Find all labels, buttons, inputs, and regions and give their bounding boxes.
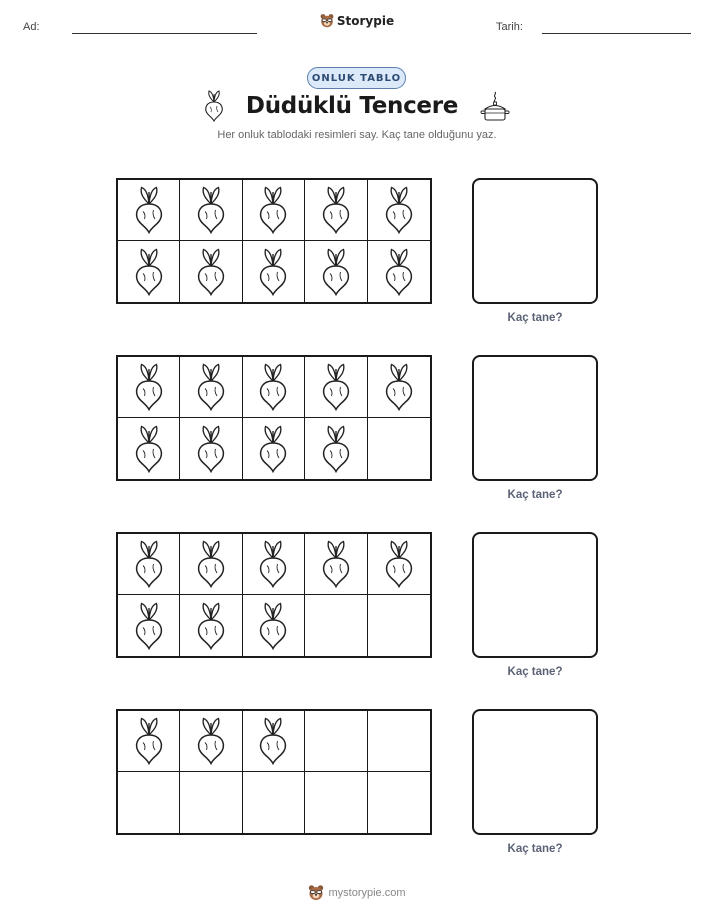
ten-frame-cell — [243, 772, 305, 833]
ten-frame-cell — [180, 241, 242, 302]
radish-icon — [321, 248, 351, 296]
radish-icon — [134, 363, 164, 411]
radish-icon — [258, 425, 288, 473]
date-line[interactable] — [542, 33, 691, 34]
ten-frame-cell — [118, 418, 180, 479]
ten-frame-cell — [305, 180, 367, 241]
radish-icon — [321, 425, 351, 473]
radish-icon — [196, 540, 226, 588]
radish-icon — [134, 717, 164, 765]
ten-frame-cell — [180, 595, 242, 656]
radish-icon — [204, 90, 224, 122]
radish-icon — [384, 363, 414, 411]
ten-frame-4 — [116, 709, 432, 835]
answer-label-4: Kaç tane? — [507, 843, 563, 855]
bear-icon — [308, 884, 324, 902]
ten-frame-cell — [305, 711, 367, 772]
ten-frame-cell — [305, 357, 367, 418]
ten-frame-cell — [243, 595, 305, 656]
answer-label-3: Kaç tane? — [507, 666, 563, 678]
ten-frame-cell — [368, 180, 430, 241]
radish-icon — [258, 717, 288, 765]
radish-icon — [321, 363, 351, 411]
ten-frame-cell — [368, 534, 430, 595]
ten-frame-cell — [243, 418, 305, 479]
title-row — [0, 90, 714, 122]
radish-icon — [196, 363, 226, 411]
ten-frame-cell — [243, 534, 305, 595]
ten-frame-cell — [118, 534, 180, 595]
answer-box-4[interactable] — [472, 709, 598, 835]
radish-icon — [258, 248, 288, 296]
radish-icon — [134, 186, 164, 234]
ten-frame-cell — [305, 595, 367, 656]
ten-frame-cell — [368, 595, 430, 656]
radish-icon — [196, 186, 226, 234]
ten-frame-3 — [116, 532, 432, 658]
ten-frame-cell — [368, 711, 430, 772]
radish-icon — [258, 186, 288, 234]
radish-icon — [196, 248, 226, 296]
page-title: Düdüklü Tencere — [245, 93, 459, 119]
ten-frame-cell — [118, 711, 180, 772]
ten-frame-cell — [243, 241, 305, 302]
answer-box-2[interactable] — [472, 355, 598, 481]
name-line[interactable] — [72, 33, 257, 34]
ten-frame-cell — [305, 241, 367, 302]
radish-icon — [196, 717, 226, 765]
radish-icon — [258, 363, 288, 411]
ten-frame-2 — [116, 355, 432, 481]
ten-frame-cell — [305, 772, 367, 833]
ten-frame-cell — [243, 180, 305, 241]
answer-label-1: Kaç tane? — [507, 312, 563, 324]
footer-url[interactable]: mystorypie.com — [328, 887, 406, 899]
name-label: Ad: — [23, 21, 40, 33]
ten-frame-cell — [368, 418, 430, 479]
instructions: Her onluk tablodaki resimleri say. Kaç tane olduğunu yaz. — [217, 129, 497, 141]
radish-icon — [384, 540, 414, 588]
ten-frame-cell — [180, 534, 242, 595]
ten-frame-cell — [368, 241, 430, 302]
ten-frame-cell — [118, 357, 180, 418]
radish-icon — [134, 248, 164, 296]
ten-frame-cell — [180, 357, 242, 418]
brand-name: Storypie — [336, 14, 395, 28]
radish-icon — [321, 540, 351, 588]
ten-frame-cell — [118, 241, 180, 302]
ten-frame-cell — [180, 711, 242, 772]
answer-box-1[interactable] — [472, 178, 598, 304]
radish-icon — [384, 248, 414, 296]
radish-icon — [134, 425, 164, 473]
ten-frame-cell — [305, 418, 367, 479]
pressure-cooker-icon — [480, 90, 510, 122]
ten-frame-cell — [368, 357, 430, 418]
ten-frame-cell — [305, 534, 367, 595]
radish-icon — [321, 186, 351, 234]
radish-icon — [384, 186, 414, 234]
answer-label-2: Kaç tane? — [507, 489, 563, 501]
brand-logo — [0, 13, 714, 29]
radish-icon — [258, 540, 288, 588]
ten-frame-cell — [118, 180, 180, 241]
ten-frame-cell — [368, 772, 430, 833]
ten-frame-cell — [118, 772, 180, 833]
ten-frame-cell — [243, 357, 305, 418]
radish-icon — [258, 602, 288, 650]
bear-icon — [320, 13, 334, 29]
radish-icon — [196, 425, 226, 473]
date-label: Tarih: — [496, 21, 523, 33]
radish-icon — [134, 602, 164, 650]
ten-frame-cell — [243, 711, 305, 772]
footer — [0, 884, 714, 902]
ten-frame-cell — [118, 595, 180, 656]
answer-box-3[interactable] — [472, 532, 598, 658]
ten-frame-cell — [180, 418, 242, 479]
ten-frame-cell — [180, 180, 242, 241]
worksheet-type-badge: ONLUK TABLO — [307, 67, 406, 89]
ten-frame-cell — [180, 772, 242, 833]
ten-frame-1 — [116, 178, 432, 304]
radish-icon — [196, 602, 226, 650]
radish-icon — [134, 540, 164, 588]
